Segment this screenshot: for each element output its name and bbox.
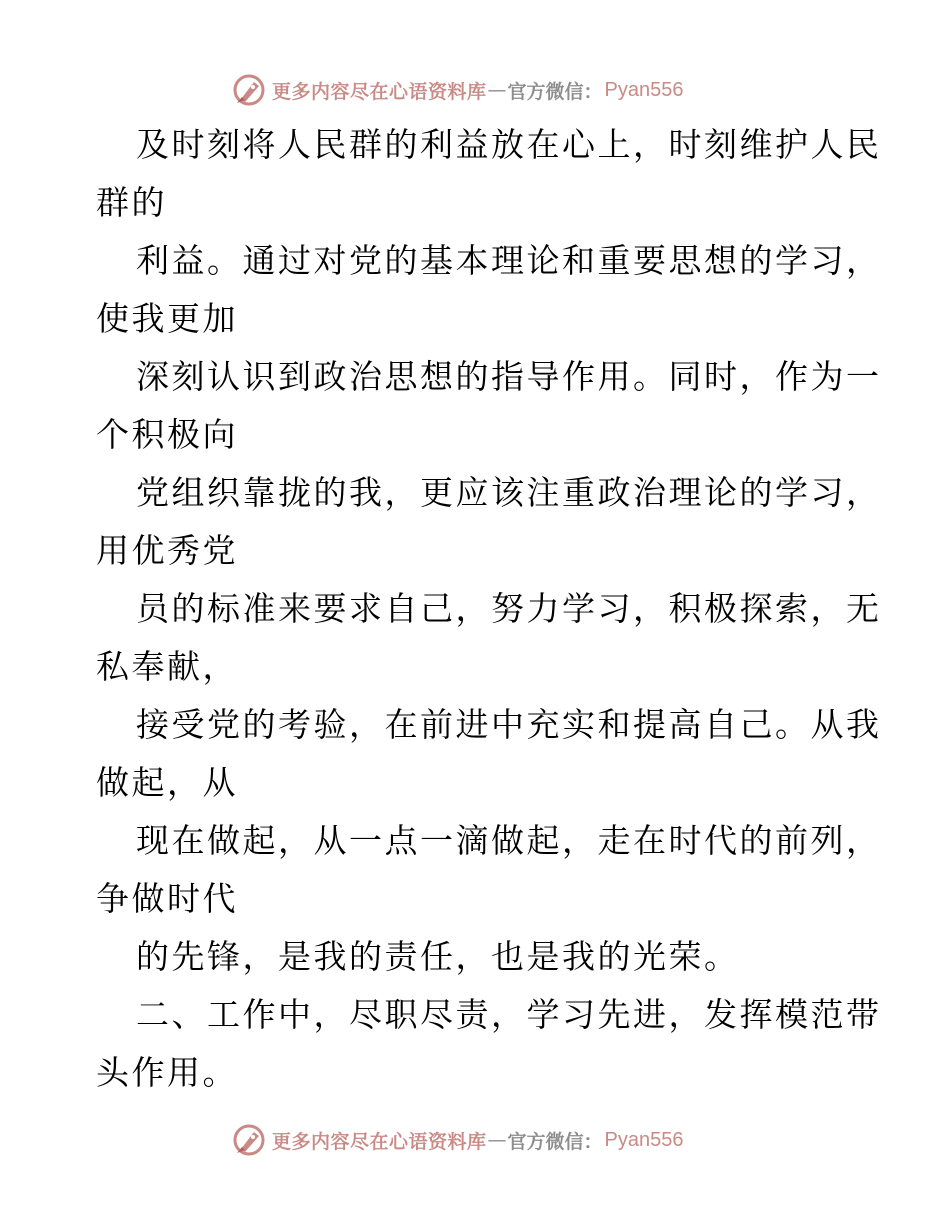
line-1-wrap: 群的	[96, 183, 167, 222]
line-6-wrap: 做起，从	[96, 763, 238, 802]
line-4: 党组织靠拢的我，更应该注重政治理论的学习，	[136, 473, 882, 512]
line-5-wrap: 私奉献，	[96, 647, 238, 686]
line-6: 接受党的考验，在前进中充实和提高自己。从我	[136, 705, 882, 744]
footer-wechat-label: 官方微信：	[507, 1130, 603, 1153]
line-7-wrap: 争做时代	[96, 879, 238, 918]
header-banner	[232, 72, 684, 108]
line-7: 现在做起，从一点一滴做起，走在时代的前列，	[136, 821, 882, 860]
header-banner-text: 更多内容尽在心语资料库	[272, 80, 487, 103]
footer-banner	[232, 1122, 684, 1158]
header-wechat-label: 官方微信：	[507, 80, 603, 103]
pen-nib-logo-icon	[232, 1123, 266, 1157]
line-5: 员的标准来要求自己，努力学习，积极探索，无	[136, 589, 882, 628]
header-separator: —	[487, 79, 507, 101]
line-3: 深刻认识到政治思想的指导作用。同时，作为一	[136, 357, 882, 396]
footer-separator: —	[487, 1129, 507, 1151]
pen-nib-logo-icon	[232, 73, 266, 107]
line-2-wrap: 使我更加	[96, 299, 238, 338]
line-4-wrap: 用优秀党	[96, 531, 238, 570]
footer-wechat-id: Pyan556	[604, 1128, 684, 1151]
line-3-wrap: 个积极向	[96, 415, 238, 454]
document-body	[96, 116, 882, 1102]
line-8: 的先锋，是我的责任，也是我的光荣。	[136, 937, 740, 976]
header-wechat-id: Pyan556	[604, 78, 684, 101]
line-9: 二、工作中，尽职尽责，学习先进，发挥模范带	[136, 995, 882, 1034]
line-1: 及时刻将人民群的利益放在心上，时刻维护人民	[136, 125, 882, 164]
footer-banner-text: 更多内容尽在心语资料库	[272, 1130, 487, 1153]
line-2: 利益。通过对党的基本理论和重要思想的学习，	[136, 241, 882, 280]
line-9-wrap: 头作用。	[96, 1053, 238, 1092]
